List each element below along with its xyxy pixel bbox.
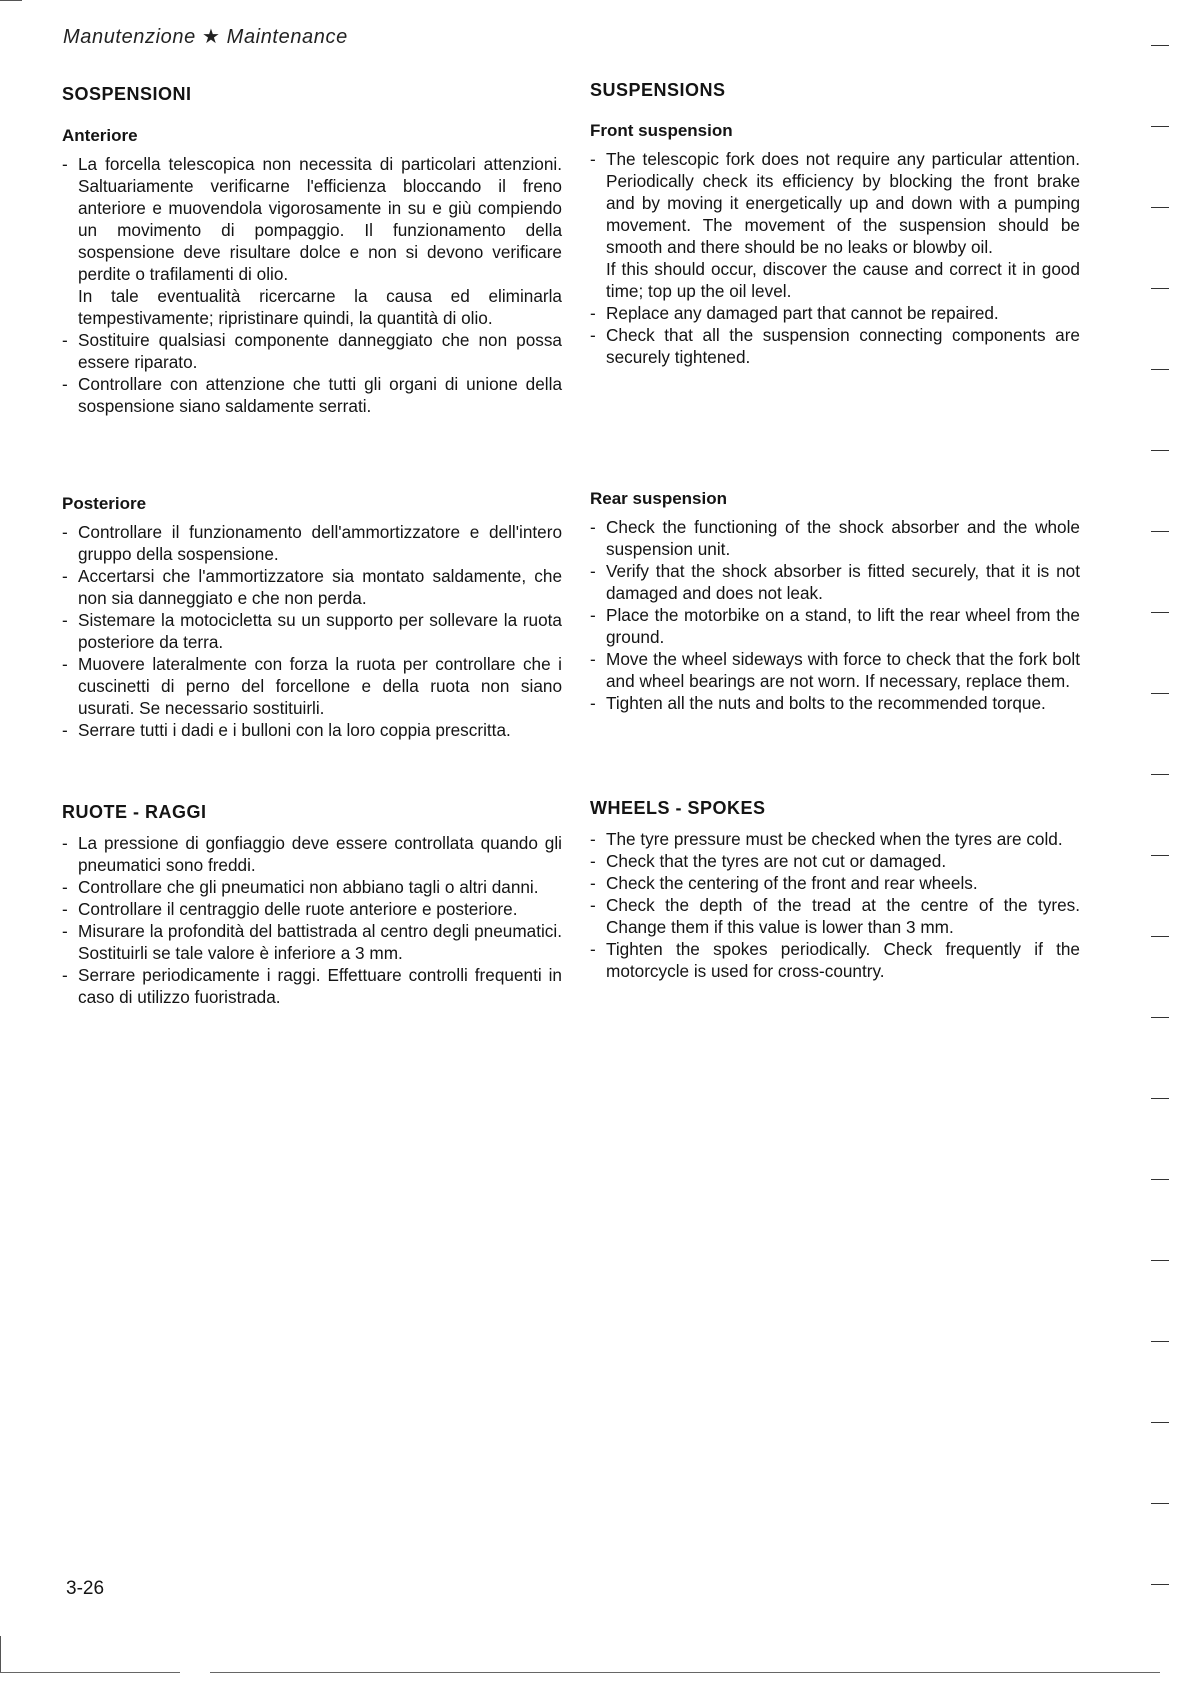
list-item: - Check that all the suspension connecting components are securely tightened. [590, 324, 1080, 368]
margin-mark [1151, 45, 1169, 46]
scan-corner-mark [0, 0, 22, 1]
front-list [590, 148, 1080, 368]
section-title: WHEELS - SPOKES [590, 798, 766, 818]
wheels-list [62, 832, 562, 1008]
list-item: - Verify that the shock absorber is fitted securely, that it is not damaged and does not leak. [590, 560, 1080, 604]
list-item: - La pressione di gonfiaggio deve essere controllata quando gli pneumatici sono freddi. [62, 832, 562, 876]
list-item: - Controllare che gli pneumatici non abbiano tagli o altri danni. [62, 876, 562, 898]
rear-suspension-en [590, 489, 1080, 714]
margin-mark [1151, 450, 1169, 451]
wheels-section-en [590, 798, 1080, 982]
front-list [62, 153, 562, 417]
margin-mark [1151, 369, 1169, 370]
margin-mark [1151, 531, 1169, 532]
front-suspension-en [590, 121, 1080, 368]
margin-mark [1151, 1341, 1169, 1342]
wheels-section-it [62, 802, 562, 1008]
margin-mark [1151, 207, 1169, 208]
list-item: - Serrare periodicamente i raggi. Effettuare controlli frequenti in caso di utilizzo fuoristrada. [62, 964, 562, 1008]
list-item: - Misurare la profondità del battistrada al centro degli pneumatici. Sostituirli se tale valore è inferiore a 3 mm. [62, 920, 562, 964]
list-item: - Check the centering of the front and rear wheels. [590, 872, 1080, 894]
section-title: SUSPENSIONS [590, 80, 726, 100]
margin-mark [1151, 288, 1169, 289]
margin-mark [1151, 936, 1169, 937]
list-item: - Tighten all the nuts and bolts to the recommended torque. [590, 692, 1080, 714]
front-suspension-it [62, 126, 562, 417]
list-item: - Move the wheel sideways with force to check that the fork bolt and wheel bearings are not worn. If necessary, replace them. [590, 648, 1080, 692]
margin-mark [1151, 1179, 1169, 1180]
margin-mark [1151, 1260, 1169, 1261]
margin-mark [1151, 693, 1169, 694]
list-item: - Check that the tyres are not cut or damaged. [590, 850, 1080, 872]
item-text: The telescopic fork does not require any particular attention. Periodically check its efficiency by blocking the front brake and by moving it energetically up and down with a pumping movement. The movement of the suspension should be smooth and there should be no leaks or blowby oil. [606, 149, 1080, 257]
item-continuation: If this should occur, discover the cause and correct it in good time; top up the oil level. [606, 259, 1080, 301]
list-item: - Muovere lateralmente con forza la ruota per controllare che i cuscinetti di perno del forcellone e della ruota non siano usurati. Se necessario sostituirli. [62, 653, 562, 719]
page-header: Manutenzione ★ Maintenance [63, 26, 348, 48]
margin-mark [1151, 1017, 1169, 1018]
list-item: - Check the functioning of the shock absorber and the whole suspension unit. [590, 516, 1080, 560]
section-title: SOSPENSIONI [62, 84, 192, 104]
list-item: - Serrare tutti i dadi e i bulloni con la loro coppia prescritta. [62, 719, 562, 741]
list-item: - Place the motorbike on a stand, to lift the rear wheel from the ground. [590, 604, 1080, 648]
list-item: - Controllare il centraggio delle ruote anteriore e posteriore. [62, 898, 562, 920]
list-item: - Controllare con attenzione che tutti gli organi di unione della sospensione siano saldamente serrati. [62, 373, 562, 417]
item-text: La forcella telescopica non necessita di particolari attenzioni. Saltuariamente verificarne l'efficienza bloccando il freno anteriore e muovendola vigorosamente in su e giù compiendo un movimento di pompaggio. Il funzionamento della sospensione deve risultare dolce e non si devono verificare perdite o trafilamenti di olio. [78, 154, 562, 284]
rear-list [590, 516, 1080, 714]
list-item: - Replace any damaged part that cannot be repaired. [590, 302, 1080, 324]
suspension-section-en [590, 80, 1080, 101]
margin-mark [1151, 1584, 1169, 1585]
margin-mark [1151, 1098, 1169, 1099]
bottom-rule [210, 1672, 1160, 1673]
margin-mark [1151, 855, 1169, 856]
list-item: - Tighten the spokes periodically. Check frequently if the motorcycle is used for cross-country. [590, 938, 1080, 982]
section-title: RUOTE - RAGGI [62, 802, 207, 822]
subsection-title: Front suspension [590, 121, 733, 140]
list-item: - Sistemare la motocicletta su un supporto per sollevare la ruota posteriore da terra. [62, 609, 562, 653]
item-continuation: In tale eventualità ricercarne la causa ed eliminarla tempestivamente; ripristinare quindi, la quantità di olio. [78, 286, 562, 328]
margin-mark [1151, 1422, 1169, 1423]
list-item: - Sostituire qualsiasi componente danneggiato che non possa essere riparato. [62, 329, 562, 373]
list-item [62, 153, 562, 329]
rear-list [62, 521, 562, 741]
margin-mark [1151, 612, 1169, 613]
list-item: - Accertarsi che l'ammortizzatore sia montato saldamente, che non sia danneggiato e che non perda. [62, 565, 562, 609]
list-item: - Controllare il funzionamento dell'ammortizzatore e dell'intero gruppo della sospensione. [62, 521, 562, 565]
margin-mark [1151, 126, 1169, 127]
suspension-section-it [62, 84, 562, 105]
page-number: 3-26 [66, 1578, 105, 1599]
bottom-rule [0, 1672, 180, 1673]
list-item: - Check the depth of the tread at the centre of the tyres. Change them if this value is lower than 3 mm. [590, 894, 1080, 938]
list-item: - The tyre pressure must be checked when the tyres are cold. [590, 828, 1080, 850]
list-item [590, 148, 1080, 302]
scan-edge-mark [0, 1636, 1, 1672]
subsection-title: Posteriore [62, 494, 147, 513]
subsection-title: Rear suspension [590, 489, 727, 508]
margin-mark [1151, 774, 1169, 775]
rear-suspension-it [62, 494, 562, 741]
margin-mark [1151, 1503, 1169, 1504]
subsection-title: Anteriore [62, 126, 138, 145]
wheels-list [590, 828, 1080, 982]
